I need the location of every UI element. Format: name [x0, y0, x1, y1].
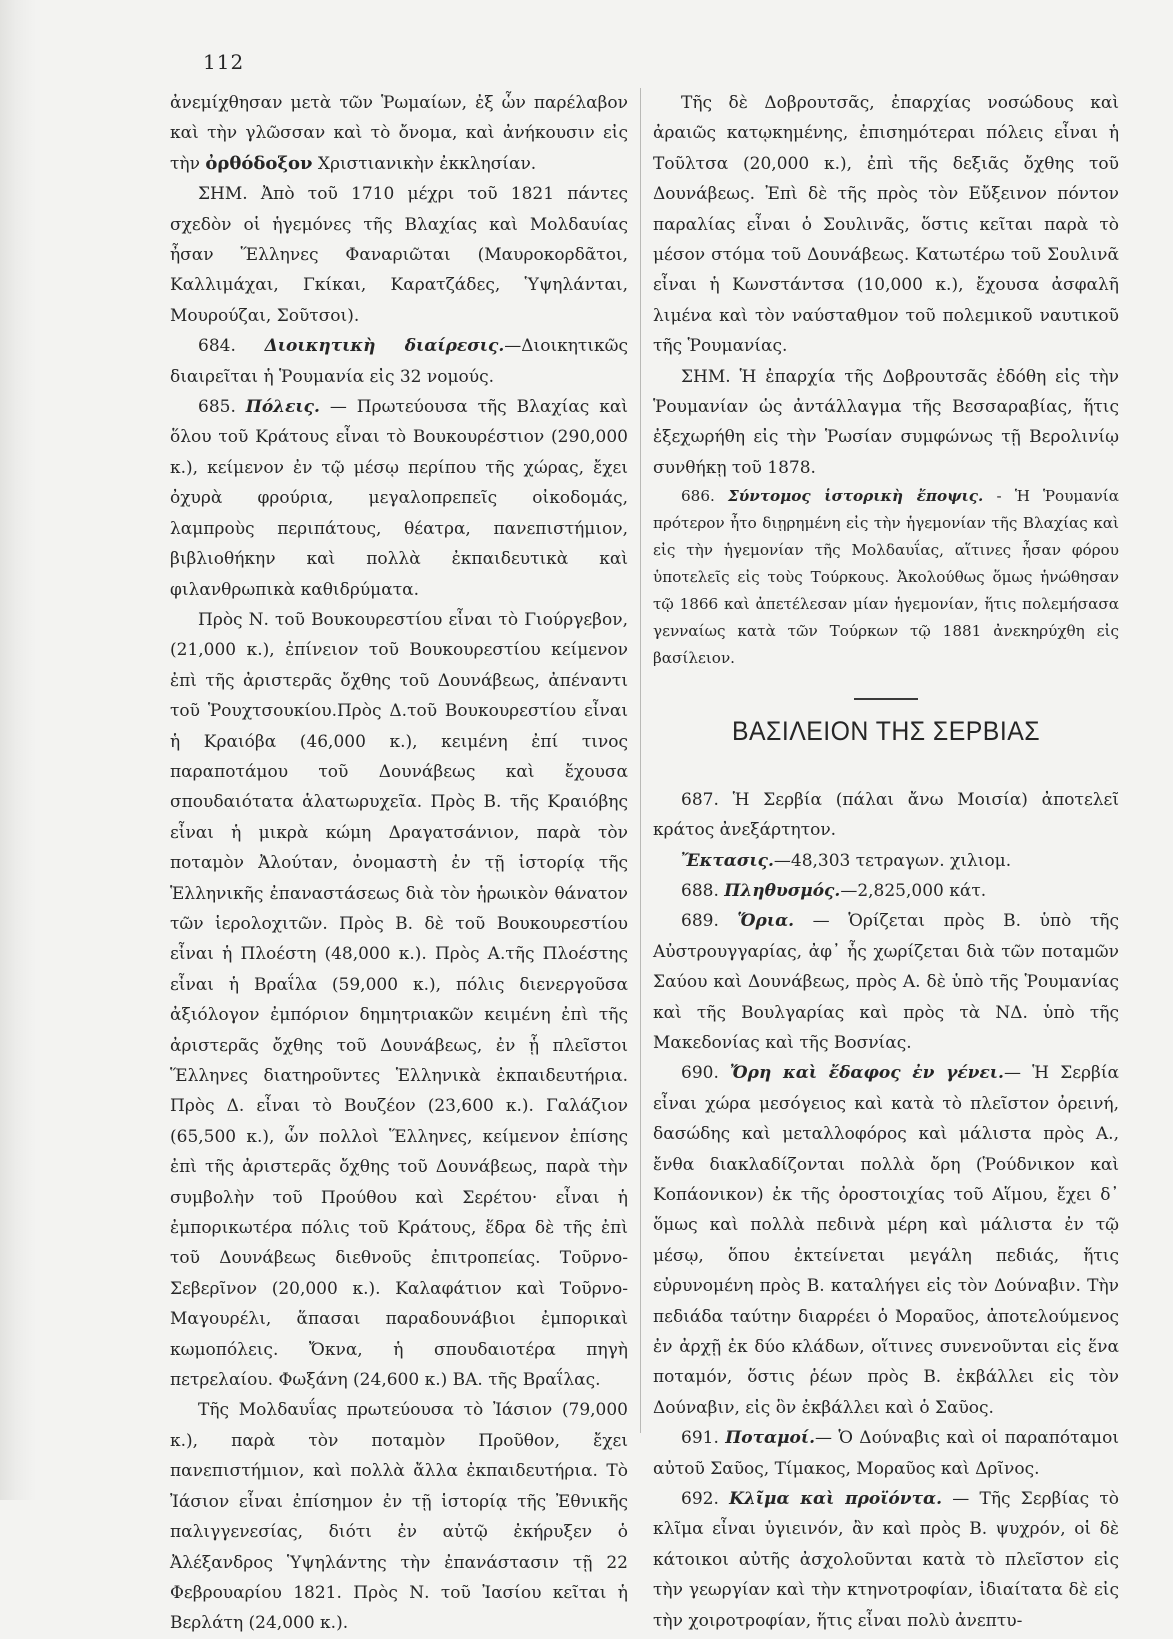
section-title: ΒΑΣΙΛΕΙΟΝ ΤΗΣ ΣΕΡΒΙΑΣ: [731, 716, 1041, 747]
bold-term: ὀρθόδοξον: [205, 152, 313, 174]
section-685: 685. Πόλεις. — Πρωτεύουσα τῆς Βλαχίας καὶ ὅλου τοῦ Κράτους εἶναι τὸ Βουκουρέστιον (290,000 κ.), κείμενον ἐν τῷ μέσῳ περίπου τῆς χώρας, ἔχει ὀχυρὰ φρούρια, μεγαλοπρεπεῖς οἰκοδομάς, λαμπροὺς περιπάτους, θέατρα, πανεπιστήμιον, βιβλιοθήκην καὶ πολλὰ ἐκπαιδευτικὰ καὶ φιλανθρωπικὰ καθιδρύματα.: [170, 397, 629, 600]
section-heading: Ἔκτασις.: [681, 850, 774, 871]
section-heading: Σύντομος ἱστορικὴ ἔποψις.: [728, 487, 984, 506]
section-692: 692. Κλῖμα καὶ προϊόντα. — Τῆς Σερβίας τὸ κλῖμα εἶναι ὑγιεινόν, ἂν καὶ πρὸς Β. ψυχρόν, οἱ δὲ κάτοικοι αὐτῆς ἀσχολοῦνται κατὰ τὸ πλεῖστον εἰς τὴν γεωργίαν καὶ τὴν κτηνοτροφίαν, ἰδιαίτατα δὲ εἰς τὴν χοιροτροφίαν, ἥτις εἶναι πολὺ ἀνεπτυ-: [653, 1489, 1119, 1631]
section-689: 689. Ὅρια. — Ὁρίζεται πρὸς Β. ὑπὸ τῆς Αὐστρουγγαρίας, ἀφ᾽ ἧς χωρίζεται διὰ τῶν ποταμῶν Σαύου καὶ Δουνάβεως, πρὸς Α. δὲ ὑπὸ τῆς Ῥουμανίας καὶ τῆς Βουλγαρίας καὶ πρὸς τὰ ΝΔ. ὑπὸ τῆς Μακεδονίας καὶ τῆς Βοσνίας.: [653, 911, 1119, 1053]
paragraph: ἀνεμίχθησαν μετὰ τῶν Ῥωμαίων, ἐξ ὧν παρέλαβον καὶ τὴν γλῶσσαν καὶ τὸ ὄνομα, καὶ ἀνήκουσιν εἰς τὴν ὀρθόδοξον Χριστιανικὴν ἐκκλησίαν.: [170, 93, 628, 174]
separator-rule: [854, 698, 918, 700]
section-687: 687. Ἡ Σερβία (πάλαι ἄνω Μοισία) ἀποτελεῖ κράτος ἀνεξάρτητον.: [653, 789, 1119, 841]
section-heading: Ποταμοί.: [725, 1428, 816, 1449]
page-number: 112: [203, 50, 245, 74]
right-column: [653, 88, 1119, 1636]
section-heading: Πόλεις.: [245, 397, 320, 418]
left-column: [170, 88, 628, 1639]
paragraph: Τῆς δὲ Δοβρουτσᾶς, ἐπαρχίας νοσώδους καὶ ἀραιῶς κατῳκημένης, ἐπισημότεραι πόλεις εἶναι ἡ Τοῦλτσα (20,000 κ.), ἐπὶ τῆς δεξιᾶς ὄχθης τοῦ Δουνάβεως. Ἐπὶ δὲ τῆς πρὸς τὸν Εὔξεινον πόντον παραλίας εἶναι ὁ Σουλινᾶς, ὅστις κεῖται παρὰ τὸ μέσον στόμα τοῦ Δουνάβεως. Κατωτέρω τοῦ Σουλινᾶ εἶναι ἡ Κωνστάντσα (10,000 κ.), ἔχουσα ἀσφαλῆ λιμένα καὶ τὸν ναύσταθμον τοῦ πολεμικοῦ ναυτικοῦ τῆς Ῥουμανίας.: [653, 93, 1119, 357]
section-heading: Πληθυσμός.: [724, 880, 841, 901]
paragraph: Τῆς Μολδαυΐας πρωτεύουσα τὸ Ἰάσιον (79,000 κ.), παρὰ τὸν ποταμὸν Προῦθον, ἔχει πανεπιστήμιον, καὶ πολλὰ ἄλλα ἐκπαιδευτήρια. Τὸ Ἰάσιον εἶναι ἐπίσημον ἐν τῇ ἱστορίᾳ τῆς Ἐθνικῆς παλιγγενεσίας, διότι ἐν αὐτῷ ἐκήρυξεν ὁ Ἀλέξανδρος Ὑψηλάντης τὴν ἐπανάστασιν τῇ 22 Φεβρουαρίου 1821. Πρὸς Ν. τοῦ Ἰασίου κεῖται ἡ Βερλάτη (24,000 κ.).: [170, 1400, 628, 1634]
section-heading: Ὅρια.: [737, 911, 795, 932]
section-691: 691. Ποταμοί.— Ὁ Δούναβις καὶ οἱ παραπόταμοι αὐτοῦ Σαῦος, Τίμακος, Μοραῦος καὶ Δρῖνος.: [653, 1428, 1119, 1479]
column-divider: [640, 88, 641, 1433]
section-684: 684. Διοικητικὴ διαίρεσις.—Διοικητικῶς διαιρεῖται ἡ Ῥουμανία εἰς 32 νομούς.: [170, 336, 628, 387]
section-690: 690. Ὄρη καὶ ἔδαφος ἐν γένει.— Ἡ Σερβία εἶναι χώρα μεσόγειος καὶ κατὰ τὸ πλεῖστον ὀρεινή, δασώδης καὶ μεταλλοφόρος καὶ μάλιστα πρὸς Α., ἔνθα διακλαδίζονται πολλὰ ὄρη (Ῥούδνικον καὶ Κοπάονικον) ἐκ τῆς ὀροστοιχίας τοῦ Αἵμου, ἔχει δ᾽ ὅμως καὶ πολλὰ πεδινὰ μέρη καὶ μάλιστα ἐν τῷ μέσῳ, ὅπου ἐκτείνεται μεγάλη πεδιάς, ἥτις εὐρυνομένη πρὸς Β. καταλήγει εἰς τὸν Δούναβιν. Τὴν πεδιάδα ταύτην διαρρέει ὁ Μοραῦος, ἀποτελούμενος ἐν ἀρχῇ ἐκ δύο κλάδων, οἵτινες συνενοῦνται εἰς ἕνα ποταμόν, ὅστις ῥέων πρὸς Β. ἐκβάλλει εἰς τὸν Δούναβιν, εἰς ὃν ἐκβάλλει καὶ ὁ Σαῦος.: [653, 1063, 1119, 1418]
section-heading: Ὄρη καὶ ἔδαφος ἐν γένει.: [730, 1063, 1004, 1084]
note-paragraph: ΣΗΜ. Ἀπὸ τοῦ 1710 μέχρι τοῦ 1821 πάντες σχεδὸν οἱ ἡγεμόνες τῆς Βλαχίας καὶ Μολδαυίας ἦσαν Ἕλληνες Φαναριῶται (Μαυροκορδᾶτοι, Καλλιμάχαι, Γκίκαι, Καρατζάδες, Ὑψηλάνται, Μουρούζαι, Σοῦτσοι).: [170, 184, 628, 326]
note-paragraph: ΣΗΜ. Ἡ ἐπαρχία τῆς Δοβρουτσᾶς ἐδόθη εἰς τὴν Ῥουμανίαν ὡς ἀντάλλαγμα τῆς Βεσσαραβίας, ἥτις ἐξεχωρήθη εἰς τὴν Ῥωσίαν συμφώνως τῇ Βερολινίῳ συνθήκῃ τοῦ 1878.: [653, 366, 1119, 478]
section-686: 686. Σύντομος ἱστορικὴ ἔποψις. - Ἡ Ῥουμανία πρότερον ἦτο διῃρημένη εἰς τὴν ἡγεμονίαν τῆς Βλαχίας καὶ εἰς τὴν ἡγεμονίαν τῆς Μολδαυΐας, αἵτινες ἦσαν φόρου ὑποτελεῖς εἰς τοὺς Τούρκους. Ἀκολούθως ὅμως ἡνώθησαν τῷ 1866 καὶ ἀπετέλεσαν μίαν ἡγεμονίαν, ἥτις πολεμήσασα γενναίως κατὰ τῶν Τούρκων τῷ 1881 ἀνεκηρύχθη εἰς βασίλειον.: [653, 487, 1119, 668]
section-688: 688. Πληθυσμός.—2,825,000 κάτ.: [681, 880, 987, 901]
area-line: Ἔκτασις.—48,303 τετραγων. χιλιομ.: [681, 850, 1012, 871]
paragraph: Πρὸς Ν. τοῦ Βουκουρεστίου εἶναι τὸ Γιούργεβον, (21,000 κ.), ἐπίνειον τοῦ Βουκουρεστίου κείμενον ἐπὶ τῆς ἀριστερᾶς ὄχθης τοῦ Δουνάβεως, ἀπέναντι τοῦ Ῥουχτσουκίου.Πρὸς Δ.τοῦ Βουκουρεστίου εἶναι ἡ Κραιόβα (46,000 κ.), κειμένη ἐπί τινος παραποτάμου τοῦ Δουνάβεως καὶ ἔχουσα σπουδαιότατα ἁλατωρυχεῖα. Πρὸς Β. τῆς Κραιόβης εἶναι ἡ μικρὰ κώμη Δραγατσάνιον, παρὰ τὸν ποταμὸν Ἀλούταν, ὀνομαστὴ ἐν τῇ ἱστορίᾳ τῆς Ἑλληνικῆς ἐπαναστάσεως διὰ τὸν ἡρωικὸν θάνατον τῶν ἱερολοχιτῶν. Πρὸς Β. δὲ τοῦ Βουκουρεστίου εἶναι ἡ Πλοέστη (48,000 κ.). Πρὸς Α.τῆς Πλοέστης εἶναι ἡ Βραΐλα (59,000 κ.), πόλις διενεργοῦσα ἀξιόλογον ἐμπόριον δημητριακῶν κειμένη ἐπὶ τῆς ἀριστερᾶς ὄχθης τοῦ Δουνάβεως, ἐν ᾗ πλεῖστοι Ἕλληνες διατηροῦντες Ἑλληνικὰ ἐκπαιδευτήρια. Πρὸς Δ. εἶναι τὸ Βουζέον (23,600 κ.). Γαλάζιον (65,500 κ.), ὧν πολλοὶ Ἕλληνες, κείμενον ἐπίσης ἐπὶ τῆς ἀριστερᾶς ὄχθης τοῦ Δουνάβεως, παρὰ τὴν συμβολὴν τοῦ Προύθου καὶ Σερέτου· εἶναι ἡ ἐμπορικωτέρα πόλις τοῦ Κράτους, ἕδρα δὲ τῆς ἐπὶ τοῦ Δουνάβεως διεθνοῦς ἐπιτροπείας. Τοῦρνο-Σεβερῖνον (20,000 κ.). Καλαφάτιον καὶ Τοῦρνο-Μαγουρέλι, ἅπασαι παραδουνάβιοι ἐμπορικαὶ κωμοπόλεις. Ὄκνα, ἡ σπουδαιοτέρα πηγὴ πετρελαίου. Φωξάνη (24,600 κ.) ΒΑ. τῆς Βραΐλας.: [170, 609, 628, 1391]
page-edge-shadow: [0, 0, 36, 1500]
section-heading: Διοικητικὴ διαίρεσις.: [264, 336, 505, 357]
section-heading: Κλῖμα καὶ προϊόντα.: [729, 1489, 943, 1510]
